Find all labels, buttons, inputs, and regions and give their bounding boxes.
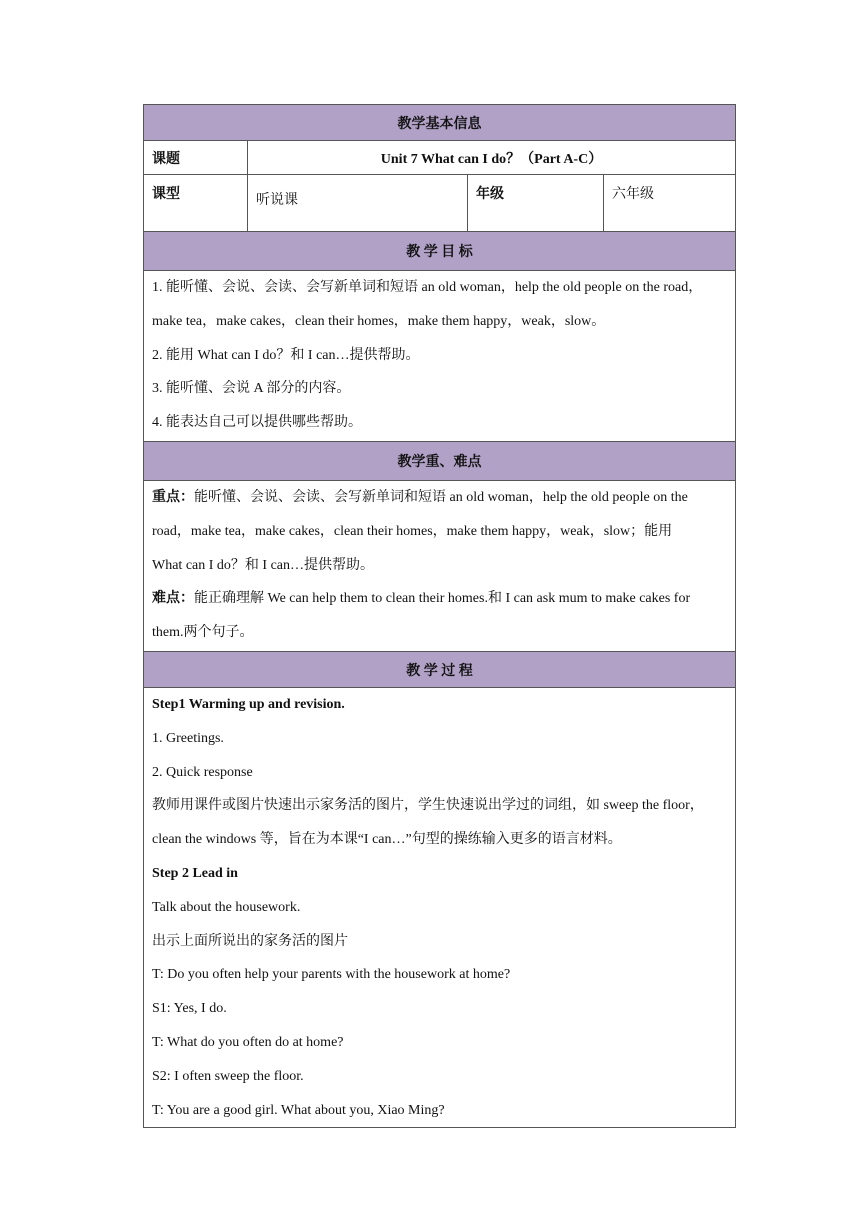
grade-value: 六年级 bbox=[604, 175, 736, 232]
key-point-line: What can I do？和 I can…提供帮助。 bbox=[152, 557, 374, 573]
process-line: T: You are a good girl. What about you, Xiao Ming? bbox=[152, 1102, 445, 1118]
difficulty-line: 难点：能正确理解 We can help them to clean their homes.和 I can ask mum to make cakes for bbox=[152, 591, 691, 607]
process-line: T: What do you often do at home? bbox=[152, 1034, 344, 1050]
process-step-heading: Step 2 Lead in bbox=[152, 865, 238, 881]
section-header-process: 教 学 过 程 bbox=[144, 652, 736, 688]
goal-line: 3. 能听懂、会说 A 部分的内容。 bbox=[152, 381, 351, 397]
goal-line: make tea，make cakes，clean their homes，make them happy，weak，slow。 bbox=[152, 313, 606, 329]
goals-block bbox=[144, 271, 736, 442]
process-line: T: Do you often help your parents with the housework at home? bbox=[152, 967, 511, 983]
process-line: S1: Yes, I do. bbox=[152, 1001, 227, 1017]
process-line: 教师用课件或图片快速出示家务活的图片，学生快速说出学过的词组，如 sweep the floor， bbox=[152, 798, 704, 814]
lesson-type-value: 听说课 bbox=[248, 175, 468, 232]
key-label: 重点： bbox=[152, 490, 194, 505]
section-header-goals: 教 学 目 标 bbox=[144, 232, 736, 271]
course-label: 课题 bbox=[144, 141, 248, 175]
grade-label: 年级 bbox=[468, 175, 604, 232]
key-point-line: road，make tea，make cakes，clean their homes，make them happy，weak，slow；能用 bbox=[152, 523, 673, 539]
course-title: Unit 7 What can I do？（Part A-C） bbox=[248, 141, 736, 175]
process-line: 出示上面所说出的家务活的图片 bbox=[152, 933, 348, 949]
difficulty-line: them.两个句子。 bbox=[152, 625, 254, 641]
lesson-plan-table bbox=[143, 104, 736, 1128]
key-points-block bbox=[144, 481, 736, 652]
goal-line: 2. 能用 What can I do？和 I can…提供帮助。 bbox=[152, 347, 420, 363]
section-header-basic-info: 教学基本信息 bbox=[144, 105, 736, 141]
process-line: S2: I often sweep the floor. bbox=[152, 1068, 304, 1084]
process-line: 2. Quick response bbox=[152, 764, 253, 780]
goal-line: 4. 能表达自己可以提供哪些帮助。 bbox=[152, 415, 362, 431]
process-step-heading: Step1 Warming up and revision. bbox=[152, 697, 345, 712]
process-line: clean the windows 等，旨在为本课“I can…”句型的操练输入更多的语言材料。 bbox=[152, 832, 622, 848]
goal-line: 1. 能听懂、会说、会读、会写新单词和短语 an old woman，help the old people on the road， bbox=[152, 280, 703, 295]
difficulty-label: 难点： bbox=[152, 591, 194, 607]
section-header-key-points: 教学重、难点 bbox=[144, 442, 736, 481]
process-line: Talk about the housework. bbox=[152, 899, 301, 915]
process-line: 1. Greetings. bbox=[152, 730, 224, 746]
process-block bbox=[144, 688, 736, 1128]
lesson-type-label: 课型 bbox=[144, 175, 248, 232]
key-point-line: 重点：能听懂、会说、会读、会写新单词和短语 an old woman，help the old people on the bbox=[152, 490, 688, 505]
